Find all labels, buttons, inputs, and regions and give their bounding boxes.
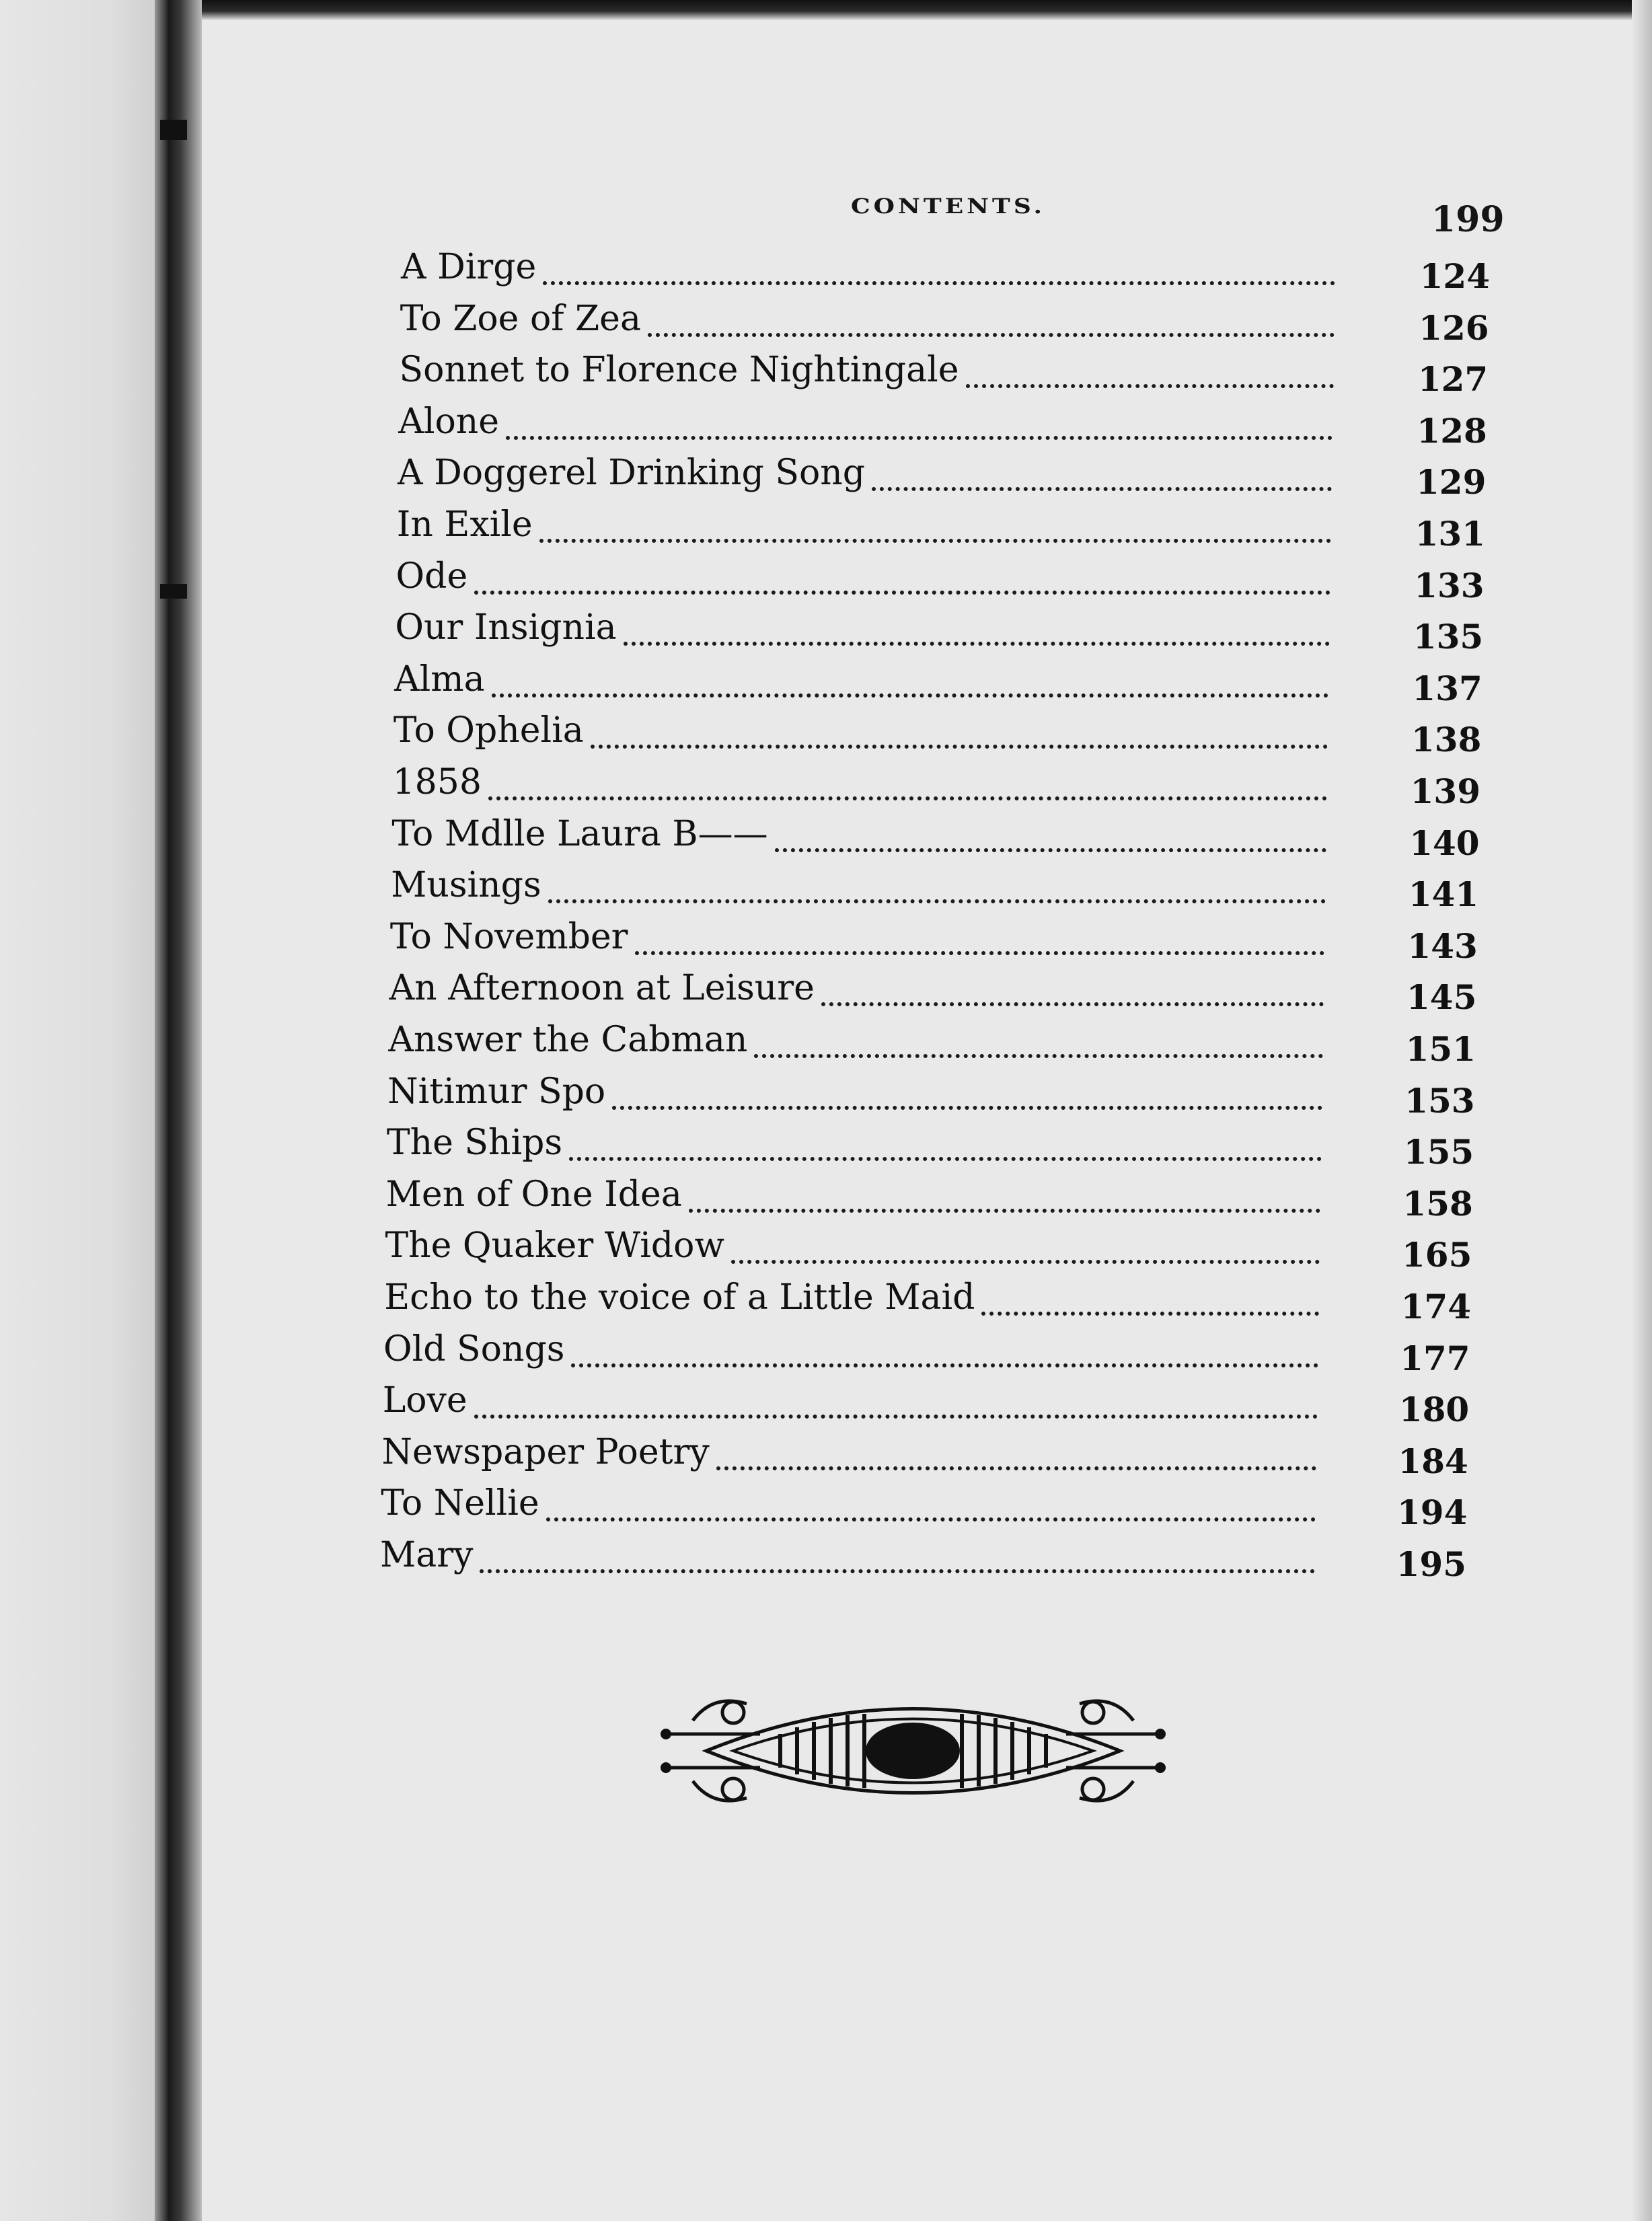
toc-dot-leader	[648, 306, 1335, 337]
toc-entry	[396, 553, 1485, 605]
toc-entry	[395, 604, 1484, 657]
toc-entry-page: 128	[1417, 410, 1487, 451]
toc-entry-title: Sonnet to Florence Nightingale	[399, 350, 959, 391]
toc-dot-leader	[546, 1491, 1316, 1521]
toc-dot-leader	[543, 254, 1335, 285]
toc-entry-page: 151	[1405, 1029, 1476, 1069]
toc-entry-page: 140	[1409, 823, 1480, 863]
toc-entry	[389, 965, 1477, 1018]
toc-dot-leader	[624, 615, 1330, 646]
toc-dot-leader	[548, 872, 1326, 903]
toc-dot-leader	[872, 460, 1332, 491]
toc-entry-title: Love	[382, 1380, 467, 1421]
toc-entry	[380, 1532, 1466, 1584]
toc-dot-leader	[492, 667, 1329, 698]
toc-entry	[400, 295, 1489, 348]
toc-entry-page: 155	[1403, 1132, 1474, 1172]
toc-dot-leader	[480, 1542, 1315, 1573]
toc-entry-page: 195	[1396, 1544, 1466, 1584]
toc-entry-title: Men of One Idea	[385, 1174, 682, 1215]
toc-entry	[384, 1274, 1471, 1326]
toc-entry	[386, 1119, 1474, 1172]
toc-entry-title: A Dirge	[401, 247, 537, 287]
toc-dot-leader	[775, 821, 1326, 852]
toc-entry-title: To Zoe of Zea	[400, 298, 641, 339]
toc-entry	[398, 398, 1487, 451]
toc-entry-title: The Quaker Widow	[385, 1226, 724, 1267]
toc-entry-page: 153	[1404, 1080, 1475, 1121]
toc-entry-page: 143	[1407, 926, 1478, 966]
toc-dot-leader	[488, 769, 1327, 800]
toc-entry-page: 158	[1402, 1183, 1473, 1224]
toc-entry-page: 124	[1419, 256, 1490, 296]
toc-entry-title: Alone	[398, 401, 500, 442]
toc-entry-page: 174	[1400, 1287, 1471, 1326]
toc-entry-page: 139	[1410, 771, 1480, 811]
toc-entry-title: Old Songs	[383, 1328, 565, 1369]
toc-dot-leader	[821, 975, 1324, 1006]
toc-entry-page: 165	[1402, 1235, 1472, 1275]
toc-entry-title: To Mdlle Laura B——	[391, 813, 768, 854]
toc-dot-leader	[474, 1388, 1318, 1419]
toc-dot-leader	[474, 564, 1330, 595]
toc-entry	[385, 1222, 1472, 1275]
toc-entry-title: Ode	[396, 556, 468, 597]
toc-entry-title: To November	[389, 916, 628, 957]
toc-dot-leader	[754, 1027, 1323, 1058]
toc-entry-title: Echo to the voice of a Little Maid	[384, 1277, 975, 1318]
toc-entry	[385, 1171, 1473, 1224]
toc-entry-title: A Doggerel Drinking Song	[398, 453, 866, 494]
toc-dot-leader	[966, 357, 1334, 388]
toc-dot-leader	[506, 409, 1332, 440]
page-number: 199	[1431, 199, 1505, 240]
toc-entry-title: The Ships	[386, 1123, 563, 1164]
toc-entry	[387, 1068, 1475, 1121]
toc-entry-page: 194	[1397, 1493, 1468, 1533]
toc-entry	[393, 707, 1482, 760]
decorative-ornament-icon	[652, 1673, 1174, 1828]
toc-entry-title: Newspaper Poetry	[381, 1431, 710, 1472]
toc-entry	[401, 243, 1490, 296]
toc-entry	[382, 1377, 1470, 1430]
toc-entry-page: 135	[1413, 617, 1484, 657]
toc-dot-leader	[539, 512, 1331, 543]
toc-entry	[381, 1429, 1468, 1481]
toc-entry-page: 138	[1411, 720, 1482, 760]
toc-entry-title: Answer the Cabman	[388, 1020, 748, 1060]
toc-entry	[383, 1326, 1470, 1378]
toc-dot-leader	[571, 1337, 1318, 1367]
toc-entry-title: To Ophelia	[393, 710, 584, 751]
toc-entry	[396, 501, 1485, 554]
toc-entry-title: An Afternoon at Leisure	[389, 968, 815, 1009]
toc-dot-leader	[635, 924, 1325, 955]
toc-entry-page: 127	[1417, 359, 1489, 400]
toc-dot-leader	[981, 1285, 1319, 1316]
running-head: CONTENTS.	[851, 194, 1046, 219]
toc-entry	[398, 449, 1487, 502]
toc-entry	[388, 1016, 1476, 1069]
toc-entry	[391, 862, 1479, 915]
toc-entry-title: Our Insignia	[395, 607, 617, 648]
toc-entry-title: To Nellie	[381, 1483, 539, 1524]
toc-entry-page: 145	[1406, 977, 1477, 1018]
toc-entry	[392, 759, 1480, 811]
toc-dot-leader	[569, 1130, 1321, 1161]
toc-entry-page: 141	[1408, 874, 1479, 915]
toc-entry-title: Mary	[380, 1535, 474, 1575]
toc-entry-page: 137	[1412, 668, 1482, 708]
toc-dot-leader	[716, 1439, 1317, 1470]
toc-dot-leader	[689, 1182, 1321, 1213]
toc-entry	[399, 346, 1489, 400]
toc-entry-title: Nitimur Spo	[387, 1071, 606, 1112]
toc-entry-title: In Exile	[396, 504, 533, 545]
toc-entry-page: 126	[1419, 307, 1489, 348]
toc-entry	[389, 913, 1478, 966]
toc-entry-page: 133	[1414, 565, 1485, 605]
toc-entry	[391, 811, 1480, 863]
toc-entry-page: 184	[1398, 1441, 1468, 1481]
toc-entry-page: 131	[1415, 514, 1485, 554]
toc-dot-leader	[731, 1233, 1320, 1264]
toc-entry	[394, 656, 1482, 708]
toc-entry-page: 177	[1400, 1338, 1470, 1378]
toc-dot-leader	[591, 718, 1328, 749]
toc-entry-page: 180	[1398, 1390, 1470, 1430]
toc-dot-leader	[612, 1079, 1322, 1110]
toc-entry-title: 1858	[392, 762, 482, 802]
toc-entry	[381, 1480, 1468, 1533]
toc-entry-page: 129	[1416, 462, 1487, 502]
toc-entry-title: Alma	[394, 658, 485, 700]
toc-entry-title: Musings	[391, 865, 541, 906]
